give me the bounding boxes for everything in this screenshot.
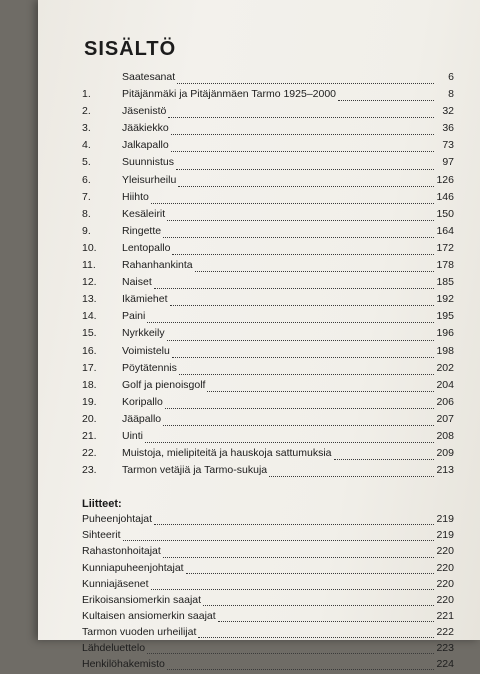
dot-leader [170, 304, 434, 306]
chapter-number: 12. [82, 276, 97, 289]
page-number: 223 [436, 642, 454, 654]
dot-leader [198, 636, 434, 638]
entry-title: Erikoisansiomerkin saajat [82, 593, 202, 606]
toc-entry [82, 642, 454, 658]
toc-entry [82, 562, 454, 578]
page-number: 220 [436, 593, 454, 606]
page-number: 219 [436, 513, 454, 526]
dot-leader [177, 82, 434, 84]
page-number: 172 [436, 241, 454, 254]
entry-title: Pöytätennis [122, 361, 177, 374]
chapter-number: 7. [82, 190, 91, 203]
chapter-number: 17. [82, 361, 97, 374]
page-number: 185 [436, 276, 454, 289]
chapter-number: 11. [82, 259, 96, 272]
page-number: 222 [436, 625, 454, 638]
chapter-list [82, 71, 454, 481]
entry-title: Voimistelu [122, 344, 170, 357]
toc-entry [82, 464, 454, 481]
page-number: 97 [442, 156, 454, 169]
dot-leader [186, 572, 434, 574]
chapter-number: 23. [82, 464, 97, 477]
dot-leader [171, 150, 434, 152]
dot-leader [176, 168, 434, 170]
page-number: 219 [436, 529, 454, 542]
chapter-number: 9. [82, 224, 91, 237]
toc-entry [82, 191, 454, 208]
book-page [38, 0, 480, 671]
dot-leader [195, 270, 434, 272]
entry-title: Puheenjohtajat [82, 513, 153, 526]
entry-title: Ringette [122, 224, 162, 237]
entry-title: Ikämiehet [122, 293, 168, 306]
chapter-number: 22. [82, 447, 97, 460]
entry-title: Jalkapallo [122, 139, 169, 152]
chapter-number: 15. [82, 327, 97, 340]
toc-entry [82, 594, 454, 610]
entry-title: Naiset [122, 276, 152, 289]
page-number: 208 [436, 429, 454, 442]
dot-leader [167, 668, 434, 670]
page-number: 126 [436, 173, 454, 186]
dot-leader [172, 253, 434, 255]
toc-entry [82, 276, 454, 293]
toc-entry [82, 345, 454, 362]
page-title: SISÄLTÖ [84, 38, 177, 60]
entry-title: Tarmon vuoden urheilijat [82, 625, 197, 638]
entry-title: Yleisurheilu [122, 173, 177, 186]
chapter-number: 16. [82, 344, 97, 357]
entry-title: Jäsenistö [122, 105, 167, 118]
toc-entry [82, 447, 454, 464]
entry-title: Henkilöhakemisto [82, 658, 165, 671]
toc-entry [82, 362, 454, 379]
table-of-contents [82, 71, 454, 674]
entry-title: Hiihto [122, 190, 149, 203]
dot-leader [151, 202, 434, 204]
dot-leader [154, 287, 434, 289]
toc-entry [82, 225, 454, 242]
dot-leader [334, 458, 434, 460]
chapter-number: 6. [82, 173, 91, 186]
dot-leader [338, 99, 434, 101]
dot-leader [147, 652, 434, 654]
dot-leader [154, 523, 434, 525]
dot-leader [163, 236, 434, 238]
page-number: 195 [436, 310, 454, 323]
chapter-number: 2. [82, 105, 91, 118]
chapter-number: 3. [82, 122, 91, 135]
entry-title: Lentopallo [122, 241, 171, 254]
entry-title: Kultaisen ansiomerkin saajat [82, 609, 216, 622]
toc-entry [82, 529, 454, 545]
page-number: 164 [436, 224, 454, 237]
entry-title: Jääpallo [122, 412, 162, 425]
page-number: 8 [448, 88, 454, 101]
page-number: 221 [436, 609, 454, 622]
page-number: 213 [436, 464, 454, 477]
chapter-number: 18. [82, 378, 97, 391]
toc-entry [82, 545, 454, 561]
page-number: 150 [436, 207, 454, 220]
dot-leader [203, 604, 434, 606]
toc-entry [82, 379, 454, 396]
dot-leader [123, 539, 434, 541]
toc-entry [82, 208, 454, 225]
dot-leader [163, 556, 434, 558]
appendix-list [82, 513, 454, 674]
dot-leader [172, 356, 434, 358]
chapter-number: 20. [82, 412, 97, 425]
entry-title: Kunniajäsenet [82, 577, 149, 590]
dot-leader [269, 475, 434, 477]
page-number: 202 [436, 361, 454, 374]
toc-entry [82, 71, 454, 88]
entry-title: Paini [122, 310, 146, 323]
toc-entry [82, 327, 454, 344]
dot-leader [167, 339, 434, 341]
entry-title: Uinti [122, 429, 144, 442]
toc-entry [82, 578, 454, 594]
chapter-number: 21. [82, 429, 97, 442]
toc-entry [82, 610, 454, 626]
toc-entry [82, 105, 454, 122]
page-number: 146 [436, 190, 454, 203]
dot-leader [165, 407, 434, 409]
toc-entry [82, 513, 454, 529]
page-number: 198 [436, 344, 454, 357]
dot-leader [145, 441, 434, 443]
dot-leader [167, 219, 434, 221]
toc-entry [82, 174, 454, 191]
chapter-number: 5. [82, 156, 91, 169]
dot-leader [151, 588, 434, 590]
entry-title: Rahanhankinta [122, 259, 193, 272]
page-number: 178 [436, 259, 454, 272]
toc-entry [82, 259, 454, 276]
page-number: 224 [436, 658, 454, 671]
toc-entry [82, 88, 454, 105]
chapter-number: 14. [82, 310, 97, 323]
page-number: 207 [436, 412, 454, 425]
entry-title: Sihteerit [82, 529, 121, 542]
toc-entry [82, 139, 454, 156]
toc-entry [82, 122, 454, 139]
dot-leader [147, 321, 434, 323]
entry-title: Pitäjänmäki ja Pitäjänmäen Tarmo 1925–2000 [122, 88, 337, 101]
dot-leader [178, 185, 434, 187]
dot-leader [168, 116, 434, 118]
toc-entry [82, 430, 454, 447]
chapter-number: 13. [82, 293, 97, 306]
entry-title: Suunnistus [122, 156, 174, 169]
page-number: 36 [442, 122, 454, 135]
chapter-number: 4. [82, 139, 91, 152]
entry-title: Kunniapuheenjohtajat [82, 561, 184, 574]
entry-title: Muistoja, mielipiteitä ja hauskoja sattumuksia [122, 447, 332, 460]
entry-title: Nyrkkeily [122, 327, 165, 340]
dot-leader [207, 390, 434, 392]
toc-entry [82, 156, 454, 173]
page-number: 32 [442, 105, 454, 118]
entry-title: Golf ja pienoisgolf [122, 378, 206, 391]
entry-title: Tarmon vetäjiä ja Tarmo-sukuja [122, 464, 268, 477]
page-number: 196 [436, 327, 454, 340]
toc-entry [82, 293, 454, 310]
dot-leader [171, 133, 434, 135]
entry-title: Kesäleirit [122, 207, 166, 220]
page-number: 192 [436, 293, 454, 306]
entry-title: Saatesanat [122, 71, 176, 83]
entry-title: Jääkiekko [122, 122, 169, 135]
page-number: 220 [436, 545, 454, 558]
page-number: 220 [436, 561, 454, 574]
chapter-number: 19. [82, 395, 97, 408]
toc-entry [82, 413, 454, 430]
page-number: 206 [436, 395, 454, 408]
chapter-number: 1. [82, 88, 91, 101]
appendix-heading: Liitteet: [82, 498, 122, 511]
page-number: 220 [436, 577, 454, 590]
toc-entry [82, 242, 454, 259]
toc-entry [82, 310, 454, 327]
chapter-number: 10. [82, 241, 97, 254]
entry-title: Lähdeluettelo [82, 642, 146, 654]
dot-leader [179, 373, 434, 375]
page-number: 73 [442, 139, 454, 152]
toc-entry [82, 658, 454, 674]
entry-title: Koripallo [122, 395, 163, 408]
toc-entry [82, 396, 454, 413]
page-number: 209 [436, 447, 454, 460]
page-number: 6 [448, 71, 454, 83]
dot-leader [218, 620, 434, 622]
entry-title: Rahastonhoitajat [82, 545, 161, 558]
dot-leader [163, 424, 434, 426]
chapter-number: 8. [82, 207, 91, 220]
page-number: 204 [436, 378, 454, 391]
